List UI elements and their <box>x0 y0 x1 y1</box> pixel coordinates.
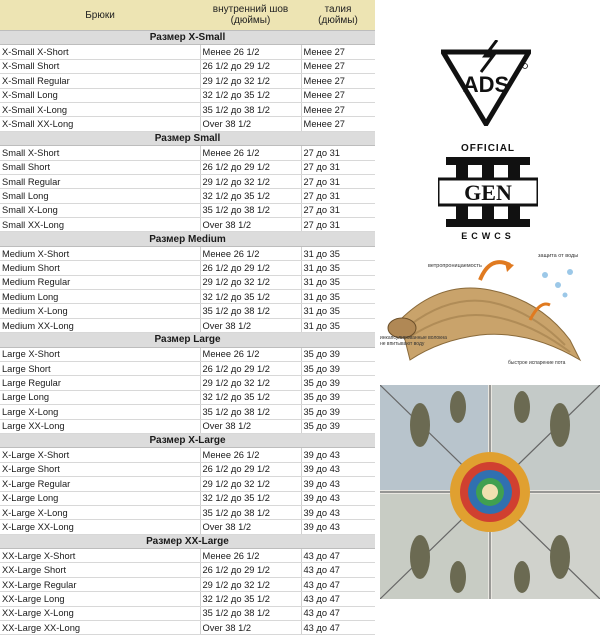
table-row <box>0 174 375 188</box>
table-row <box>0 505 375 519</box>
size-cell: X-Small Short <box>0 59 200 73</box>
header-inseam-line2: (дюймы) <box>230 15 271 26</box>
size-cell: Medium X-Long <box>0 304 200 318</box>
waist-cell: 27 до 31 <box>301 160 375 174</box>
size-cell: X-Large XX-Long <box>0 520 200 534</box>
size-cell: X-Small X-Short <box>0 45 200 59</box>
size-cell: X-Large X-Long <box>0 505 200 519</box>
size-cell: Large Regular <box>0 376 200 390</box>
soldier-figure-1 <box>410 403 430 447</box>
table-row <box>0 203 375 217</box>
inseam-cell: 29 1/2 до 32 1/2 <box>200 74 301 88</box>
table-row <box>0 405 375 419</box>
table-row <box>0 74 375 88</box>
table-row <box>0 621 375 635</box>
table-row <box>0 117 375 131</box>
header-inseam <box>200 0 301 31</box>
table-row <box>0 275 375 289</box>
section-title: Размер Small <box>0 131 375 145</box>
section-header <box>0 534 375 548</box>
waist-cell: 39 до 43 <box>301 520 375 534</box>
ecwcs-label: ECWCS <box>461 231 515 241</box>
header-waist-line2: (дюймы) <box>318 15 358 26</box>
table-row <box>0 606 375 620</box>
size-cell: Large X-Short <box>0 347 200 361</box>
size-cell: Medium Regular <box>0 275 200 289</box>
section-header <box>0 433 375 447</box>
table-row <box>0 361 375 375</box>
table-row <box>0 290 375 304</box>
inseam-cell: 26 1/2 до 29 1/2 <box>200 160 301 174</box>
table-row <box>0 491 375 505</box>
waist-cell: 31 до 35 <box>301 246 375 260</box>
size-table-body <box>0 31 375 635</box>
caption-water: защита от воды <box>538 253 579 259</box>
waist-cell: 43 до 47 <box>301 549 375 563</box>
soldier-figure-4 <box>550 535 570 579</box>
table-row <box>0 59 375 73</box>
gen3-roman-numeral <box>438 157 538 227</box>
waist-cell: 27 до 31 <box>301 203 375 217</box>
inseam-cell: 35 1/2 до 38 1/2 <box>200 102 301 116</box>
table-row <box>0 592 375 606</box>
table-row <box>0 160 375 174</box>
size-cell: Small Short <box>0 160 200 174</box>
inseam-cell: 32 1/2 до 35 1/2 <box>200 290 301 304</box>
waist-cell: 35 до 39 <box>301 376 375 390</box>
inseam-cell: Менее 26 1/2 <box>200 549 301 563</box>
table-row <box>0 477 375 491</box>
inseam-cell: Over 38 1/2 <box>200 520 301 534</box>
waist-cell: Менее 27 <box>301 102 375 116</box>
soldier-figure-2 <box>550 403 570 447</box>
waist-cell: 43 до 47 <box>301 592 375 606</box>
waist-cell: 27 до 31 <box>301 218 375 232</box>
table-row <box>0 304 375 318</box>
inseam-cell: 35 1/2 до 38 1/2 <box>200 405 301 419</box>
size-cell: X-Large X-Short <box>0 448 200 462</box>
size-cell: XX-Large X-Short <box>0 549 200 563</box>
size-cell: X-Large Regular <box>0 477 200 491</box>
waist-cell: 31 до 35 <box>301 318 375 332</box>
inseam-cell: 26 1/2 до 29 1/2 <box>200 462 301 476</box>
section-title: Размер X-Large <box>0 433 375 447</box>
waist-cell: 35 до 39 <box>301 390 375 404</box>
waist-cell: 31 до 35 <box>301 275 375 289</box>
header-waist-line1: талия <box>324 4 352 15</box>
inseam-cell: 32 1/2 до 35 1/2 <box>200 491 301 505</box>
size-cell: XX-Large Long <box>0 592 200 606</box>
table-row <box>0 419 375 433</box>
official-label: OFFICIAL <box>460 143 516 154</box>
inseam-cell: 26 1/2 до 29 1/2 <box>200 261 301 275</box>
table-row <box>0 376 375 390</box>
size-cell: Medium Long <box>0 290 200 304</box>
table-row <box>0 520 375 534</box>
waist-cell: Менее 27 <box>301 117 375 131</box>
table-row <box>0 146 375 160</box>
size-cell: Large X-Long <box>0 405 200 419</box>
waist-cell: 35 до 39 <box>301 419 375 433</box>
table-header-row <box>0 0 375 31</box>
table-row <box>0 102 375 116</box>
ads-logo <box>441 40 531 126</box>
section-header <box>0 232 375 246</box>
inseam-cell: Менее 26 1/2 <box>200 146 301 160</box>
ads-lightning <box>481 40 497 72</box>
size-cell: Small XX-Long <box>0 218 200 232</box>
waist-cell: 43 до 47 <box>301 563 375 577</box>
section-header <box>0 31 375 45</box>
inseam-cell: 29 1/2 до 32 1/2 <box>200 174 301 188</box>
inseam-cell: 35 1/2 до 38 1/2 <box>200 304 301 318</box>
table-row <box>0 577 375 591</box>
table-row <box>0 261 375 275</box>
section-title: Размер Large <box>0 333 375 347</box>
water-drop-icon <box>542 272 548 278</box>
size-cell: X-Small XX-Long <box>0 117 200 131</box>
section-header <box>0 333 375 347</box>
inseam-cell: 29 1/2 до 32 1/2 <box>200 477 301 491</box>
waist-cell: 35 до 39 <box>301 347 375 361</box>
waist-cell: Менее 27 <box>301 45 375 59</box>
table-row <box>0 549 375 563</box>
inseam-cell: Over 38 1/2 <box>200 318 301 332</box>
table-row <box>0 390 375 404</box>
inseam-cell: 32 1/2 до 35 1/2 <box>200 390 301 404</box>
inseam-cell: Over 38 1/2 <box>200 419 301 433</box>
inseam-cell: 32 1/2 до 35 1/2 <box>200 189 301 203</box>
size-cell: Medium XX-Long <box>0 318 200 332</box>
size-cell: Small X-Short <box>0 146 200 160</box>
size-cell: Small Regular <box>0 174 200 188</box>
fabric-swatch <box>400 288 580 360</box>
gen-text: GEN <box>464 180 512 205</box>
inseam-cell: 32 1/2 до 35 1/2 <box>200 592 301 606</box>
section-title: Размер X-Small <box>0 31 375 45</box>
header-waist <box>301 0 375 31</box>
waist-cell: 27 до 31 <box>301 146 375 160</box>
gen3-logo <box>438 135 538 247</box>
waist-cell: 43 до 47 <box>301 606 375 620</box>
caption-insulated: инкапсулированные волокна не впитывают воду <box>380 335 447 347</box>
waist-cell: 39 до 43 <box>301 477 375 491</box>
waist-cell: 27 до 31 <box>301 189 375 203</box>
section-title: Размер XX-Large <box>0 534 375 548</box>
size-cell: X-Large Short <box>0 462 200 476</box>
size-cell: X-Large Long <box>0 491 200 505</box>
inseam-cell: Менее 26 1/2 <box>200 448 301 462</box>
waist-cell: 31 до 35 <box>301 261 375 275</box>
header-pants: Брюки <box>0 0 200 31</box>
waist-cell: 43 до 47 <box>301 621 375 635</box>
size-cell: X-Small X-Long <box>0 102 200 116</box>
section-header <box>0 131 375 145</box>
waist-cell: 31 до 35 <box>301 304 375 318</box>
waist-cell: 39 до 43 <box>301 491 375 505</box>
size-cell: Medium X-Short <box>0 246 200 260</box>
waist-cell: 35 до 39 <box>301 361 375 375</box>
caption-evaporation: быстрое испарение пота <box>508 360 566 366</box>
table-row <box>0 45 375 59</box>
table-row <box>0 563 375 577</box>
size-cell: Large Short <box>0 361 200 375</box>
waist-cell: 27 до 31 <box>301 174 375 188</box>
soldier-figure-3 <box>410 535 430 579</box>
inseam-cell: 32 1/2 до 35 1/2 <box>200 88 301 102</box>
table-row <box>0 189 375 203</box>
inseam-cell: Over 38 1/2 <box>200 218 301 232</box>
table-row <box>0 218 375 232</box>
waist-cell: 43 до 47 <box>301 577 375 591</box>
inseam-cell: 26 1/2 до 29 1/2 <box>200 361 301 375</box>
ads-logo-text: ADS <box>462 72 510 97</box>
inseam-cell: 26 1/2 до 29 1/2 <box>200 563 301 577</box>
waist-cell: Менее 27 <box>301 88 375 102</box>
caption-wind: ветропроницаемость <box>428 263 482 269</box>
waist-cell: Менее 27 <box>301 74 375 88</box>
size-cell: Small Long <box>0 189 200 203</box>
size-cell: XX-Large Short <box>0 563 200 577</box>
waist-cell: Менее 27 <box>301 59 375 73</box>
inseam-cell: 29 1/2 до 32 1/2 <box>200 376 301 390</box>
inseam-cell: 35 1/2 до 38 1/2 <box>200 606 301 620</box>
table-row <box>0 318 375 332</box>
table-row <box>0 246 375 260</box>
table-row <box>0 347 375 361</box>
section-title: Размер Medium <box>0 232 375 246</box>
size-cell: XX-Large X-Long <box>0 606 200 620</box>
size-cell: Large XX-Long <box>0 419 200 433</box>
layering-system-diagram <box>380 385 600 599</box>
table-row <box>0 462 375 476</box>
wind-arrow-icon <box>480 262 510 280</box>
waist-cell: 39 до 43 <box>301 505 375 519</box>
waist-cell: 31 до 35 <box>301 290 375 304</box>
inseam-cell: Менее 26 1/2 <box>200 246 301 260</box>
inseam-cell: 29 1/2 до 32 1/2 <box>200 577 301 591</box>
size-cell: Medium Short <box>0 261 200 275</box>
waist-cell: 39 до 43 <box>301 448 375 462</box>
inseam-cell: 35 1/2 до 38 1/2 <box>200 505 301 519</box>
size-cell: XX-Large Regular <box>0 577 200 591</box>
inseam-cell: 26 1/2 до 29 1/2 <box>200 59 301 73</box>
inseam-cell: Менее 26 1/2 <box>200 45 301 59</box>
table-row <box>0 448 375 462</box>
waist-cell: 35 до 39 <box>301 405 375 419</box>
size-cell: XX-Large XX-Long <box>0 621 200 635</box>
right-image-column <box>378 0 600 600</box>
inseam-cell: 35 1/2 до 38 1/2 <box>200 203 301 217</box>
size-cell: Small X-Long <box>0 203 200 217</box>
size-cell: X-Small Regular <box>0 74 200 88</box>
size-cell: X-Small Long <box>0 88 200 102</box>
waist-cell: 39 до 43 <box>301 462 375 476</box>
size-cell: Large Long <box>0 390 200 404</box>
inseam-cell: Менее 26 1/2 <box>200 347 301 361</box>
inseam-cell: Over 38 1/2 <box>200 117 301 131</box>
inseam-cell: Over 38 1/2 <box>200 621 301 635</box>
header-inseam-line1: внутренний шов <box>212 4 289 15</box>
inseam-cell: 29 1/2 до 32 1/2 <box>200 275 301 289</box>
table-row <box>0 88 375 102</box>
